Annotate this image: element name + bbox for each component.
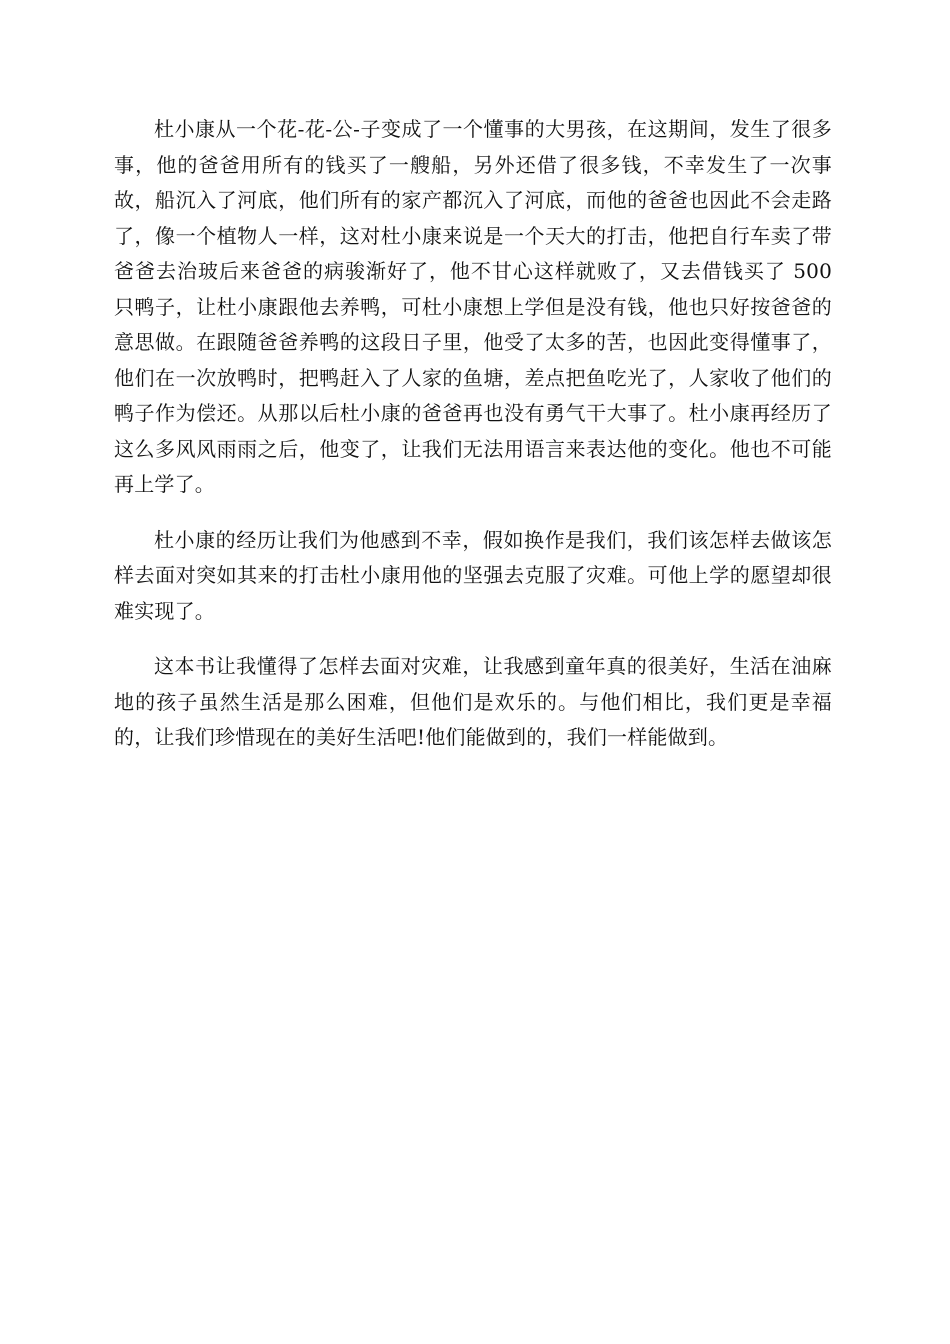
paragraph-1: 杜小康从一个花-花-公-子变成了一个懂事的大男孩，在这期间，发生了很多事，他的爸爸用所有的钱买了一艘船，另外还借了很多钱，不幸发生了一次事故，船沉入了河底，他们所有的家产都沉入了河底，而他的爸爸也因此不会走路了，像一个植物人一样，这对杜小康来说是一个天大的打击，他把自行车卖了带爸爸去治玻后来爸爸的病骏渐好了，他不甘心这样就败了，又去借钱买了 500 只鸭子，让杜小康跟他去养鸭，可杜小康想上学但是没有钱，他也只好按爸爸的意思做。在跟随爸爸养鸭的这段日子里，他受了太多的苦，也因此变得懂事了，他们在一次放鸭时，把鸭赶入了人家的鱼塘，差点把鱼吃光了，人家收了他们的鸭子作为偿还。从那以后杜小康的爸爸再也没有勇气干大事了。杜小康再经历了这么多风风雨雨之后，他变了，让我们无法用语言来表达他的变化。他也不可能再上学了。 <box>114 117 832 496</box>
document-page <box>114 112 832 776</box>
paragraph-3: 这本书让我懂得了怎样去面对灾难，让我感到童年真的很美好，生活在油麻地的孩子虽然生活是那么困难，但他们是欢乐的。与他们相比，我们更是幸福的，让我们珍惜现在的美好生活吧!他们能做到的，我们一样能做到。 <box>114 654 832 749</box>
paragraph-2: 杜小康的经历让我们为他感到不幸，假如换作是我们，我们该怎样去做该怎样去面对突如其来的打击杜小康用他的坚强去克服了灾难。可他上学的愿望却很难实现了。 <box>114 527 832 623</box>
